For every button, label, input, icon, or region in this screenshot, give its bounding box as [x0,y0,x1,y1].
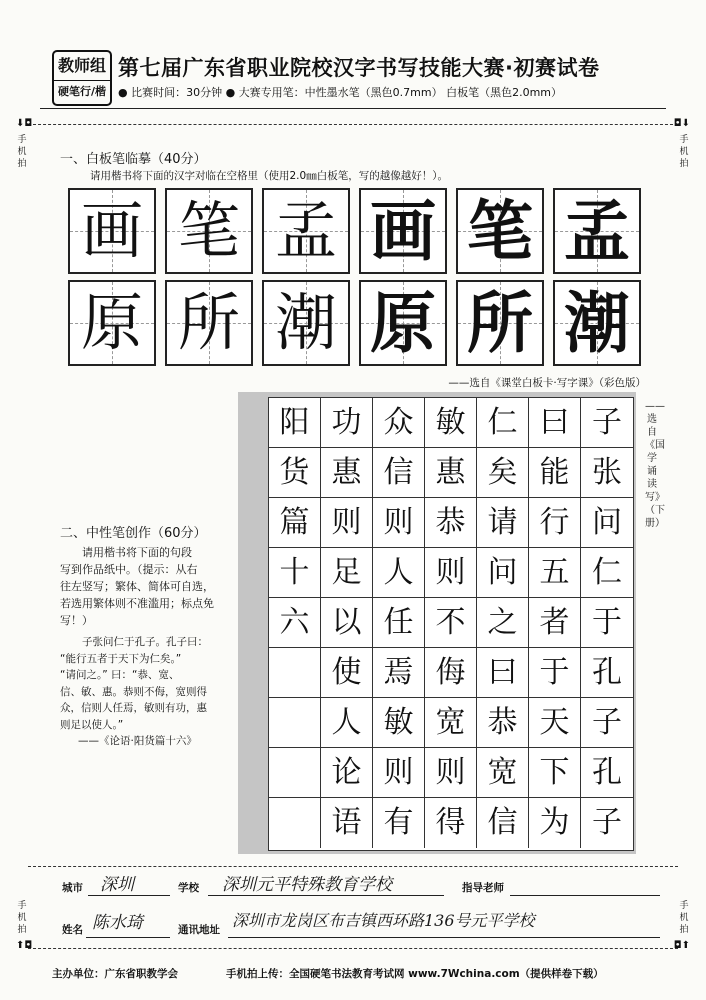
model-cell [553,188,641,274]
writing-cell[interactable]: 功 [321,398,373,448]
writing-cell[interactable]: 信 [373,448,425,498]
writing-cell[interactable]: 孔 [581,748,633,798]
writing-cell[interactable]: 天 [529,698,581,748]
writing-cell[interactable]: 请 [477,498,529,548]
header-divider [40,108,666,109]
cut-line-bottom [28,948,678,949]
writing-cell[interactable]: 焉 [373,648,425,698]
writing-cell[interactable]: 宽 [477,748,529,798]
writing-cell[interactable]: 于 [529,648,581,698]
writing-cell[interactable] [269,698,321,748]
copy-cell[interactable] [262,188,350,274]
section1-source: ——选自《课堂白板卡·写字课》（彩色版） [448,377,646,389]
group-badge [52,50,112,106]
side-label-left-bottom: 手机拍 [17,901,27,935]
writing-cell[interactable]: 子 [581,398,633,448]
copy-char: 孟 [274,194,337,267]
camera-icon: ⬇◘ [16,118,33,129]
writing-cell[interactable]: 问 [477,548,529,598]
writing-cell[interactable]: 则 [425,548,477,598]
side-label-right-bottom: 手机拍 [679,901,689,935]
city-value[interactable]: 深圳 [100,875,134,895]
model-cell [359,188,447,274]
exam-info: ● 比赛时间：30分钟 ● 大赛专用笔：中性墨水笔（黑色0.7mm） 白板笔（黑色2.0mm） [118,86,563,99]
model-char: 原 [370,284,436,362]
writing-cell[interactable]: 之 [477,598,529,648]
writing-cell[interactable]: 信 [477,798,529,848]
side-label-right-top: 手机拍 [679,135,689,169]
badge-pen-label: 硬笔行/楷 [57,85,107,98]
writing-cell[interactable]: 人 [321,698,373,748]
name-value[interactable]: 陈水琦 [92,913,143,933]
quote-line: 信、敏、惠。恭则不侮，宽则得 [60,685,207,698]
writing-cell[interactable]: 则 [425,748,477,798]
model-char: 笔 [467,192,533,270]
quote-block [60,634,208,750]
copy-cell[interactable] [262,280,350,366]
writing-cell[interactable]: 为 [529,798,581,848]
copy-char: 所 [177,286,240,359]
school-label: 学校 [178,882,199,894]
quote-line: 子张问仁于孔子。孔子曰： [82,636,208,648]
model-char: 潮 [564,284,630,362]
writing-cell[interactable]: 恭 [425,498,477,548]
copy-cell[interactable] [68,280,156,366]
writing-cell[interactable]: 问 [581,498,633,548]
writing-cell[interactable]: 则 [373,498,425,548]
writing-cell[interactable]: 宽 [425,698,477,748]
writing-cell[interactable]: 曰 [477,648,529,698]
writing-cell[interactable]: 敏 [373,698,425,748]
camera-icon: ⬆◘ [16,940,33,951]
section2-instruction [60,544,235,629]
writing-cell[interactable]: 货 [269,448,321,498]
writing-cell[interactable] [269,648,321,698]
section2-heading: 二、中性笔创作（60分） [60,526,207,541]
side-label-left-top: 手机拍 [17,135,27,169]
model-cell [456,280,544,366]
section1-heading: 一、白板笔临摹（40分） [60,152,207,167]
writing-cell[interactable]: 行 [529,498,581,548]
writing-cell[interactable]: 六 [269,598,321,648]
writing-cell[interactable]: 子 [581,698,633,748]
writing-cell[interactable]: 论 [321,748,373,798]
school-value[interactable]: 深圳元平特殊教育学校 [222,875,392,895]
model-char: 画 [370,192,436,270]
writing-cell[interactable]: 足 [321,548,373,598]
writing-grid[interactable] [268,397,634,851]
writing-cell[interactable]: 敏 [425,398,477,448]
model-cell [553,280,641,366]
model-cell [456,188,544,274]
writing-cell[interactable]: 得 [425,798,477,848]
writing-cell[interactable]: 十 [269,548,321,598]
writing-cell[interactable]: 仁 [581,548,633,598]
name-underline [86,937,170,938]
writing-cell[interactable]: 则 [321,498,373,548]
copy-char: 潮 [274,286,337,359]
cut-line-top [28,124,678,125]
writing-cell[interactable]: 则 [373,748,425,798]
quote-line: “能行五者于天下为仁矣。” [60,652,182,665]
writing-cell[interactable]: 有 [373,798,425,848]
address-value[interactable]: 深圳市龙岗区布吉镇西环路136号元平学校 [232,911,535,930]
writing-cell[interactable] [269,748,321,798]
model-cell [359,280,447,366]
copy-cell[interactable] [165,188,253,274]
instruction-line: 写到作品纸中。（提示：从右 [60,563,198,576]
badge-group-label: 教师组 [54,52,110,81]
writing-cell[interactable]: 五 [529,548,581,598]
writing-cell[interactable]: 以 [321,598,373,648]
copy-char: 笔 [177,194,240,267]
footer-organizer: 主办单位：广东省职教学会 [52,968,178,980]
writing-cell[interactable]: 语 [321,798,373,848]
section2-vertical-source: ——选自《国学诵读写》（下册） [645,401,665,529]
school-underline [208,895,444,896]
writing-cell[interactable]: 恭 [477,698,529,748]
writing-cell[interactable]: 惠 [321,448,373,498]
writing-cell[interactable]: 仁 [477,398,529,448]
writing-cell[interactable]: 人 [373,548,425,598]
writing-cell[interactable]: 能 [529,448,581,498]
model-char: 所 [467,284,533,362]
writing-cell[interactable]: 侮 [425,648,477,698]
writing-cell[interactable]: 张 [581,448,633,498]
address-label: 通讯地址 [178,924,220,936]
section1-instruction: 请用楷书将下面的汉字对临在空格里（使用2.0㎜白板笔，写的越像越好！）。 [90,170,448,182]
page-title: 第七届广东省职业院校汉字书写技能大赛·初赛试卷 [118,56,600,80]
writing-cell[interactable]: 下 [529,748,581,798]
writing-cell[interactable]: 阳 [269,398,321,448]
writing-cell[interactable] [269,798,321,848]
copy-char: 画 [80,194,143,267]
writing-cell[interactable]: 惠 [425,448,477,498]
instruction-line: 写！） [60,614,93,627]
cut-line-form [28,866,678,867]
writing-cell[interactable]: 矣 [477,448,529,498]
writing-cell[interactable]: 曰 [529,398,581,448]
camera-icon: ◘⬇ [673,118,690,129]
quote-line: “请问之。” 曰：“恭、宽、 [60,669,180,681]
copy-char: 原 [80,286,143,359]
quote-line: 则足以使人。” [60,718,124,731]
city-label: 城市 [62,882,83,894]
quote-line: 众，信则人任焉，敏则有功，惠 [60,702,207,714]
model-char: 孟 [564,192,630,270]
teacher-label: 指导老师 [462,882,504,894]
copy-cell[interactable] [165,280,253,366]
writing-cell[interactable]: 不 [425,598,477,648]
camera-icon: ◘⬆ [673,940,690,951]
writing-cell[interactable]: 众 [373,398,425,448]
quote-source: ——《论语·阳货篇十六》 [78,735,197,747]
writing-cell[interactable]: 者 [529,598,581,648]
name-label: 姓名 [62,924,83,936]
copy-cell[interactable] [68,188,156,274]
writing-cell[interactable]: 子 [592,805,622,840]
writing-cell[interactable]: 任 [373,598,425,648]
instruction-line: 请用楷书将下面的句段 [82,546,192,559]
writing-cell[interactable]: 篇 [269,498,321,548]
instruction-line: 若选用繁体则不准滥用；标点免 [60,597,214,610]
writing-cell[interactable]: 使 [321,648,373,698]
writing-cell[interactable]: 孔 [581,648,633,698]
footer-upload: 手机拍上传：全国硬笔书法教育考试网 www.7Wchina.com（提供样卷下载） [226,968,604,980]
writing-cell[interactable]: 于 [581,598,633,648]
teacher-underline[interactable] [510,895,660,896]
city-underline [88,895,170,896]
instruction-line: 往左竖写；繁体、简体可自选， [60,580,214,593]
address-underline [228,937,660,938]
